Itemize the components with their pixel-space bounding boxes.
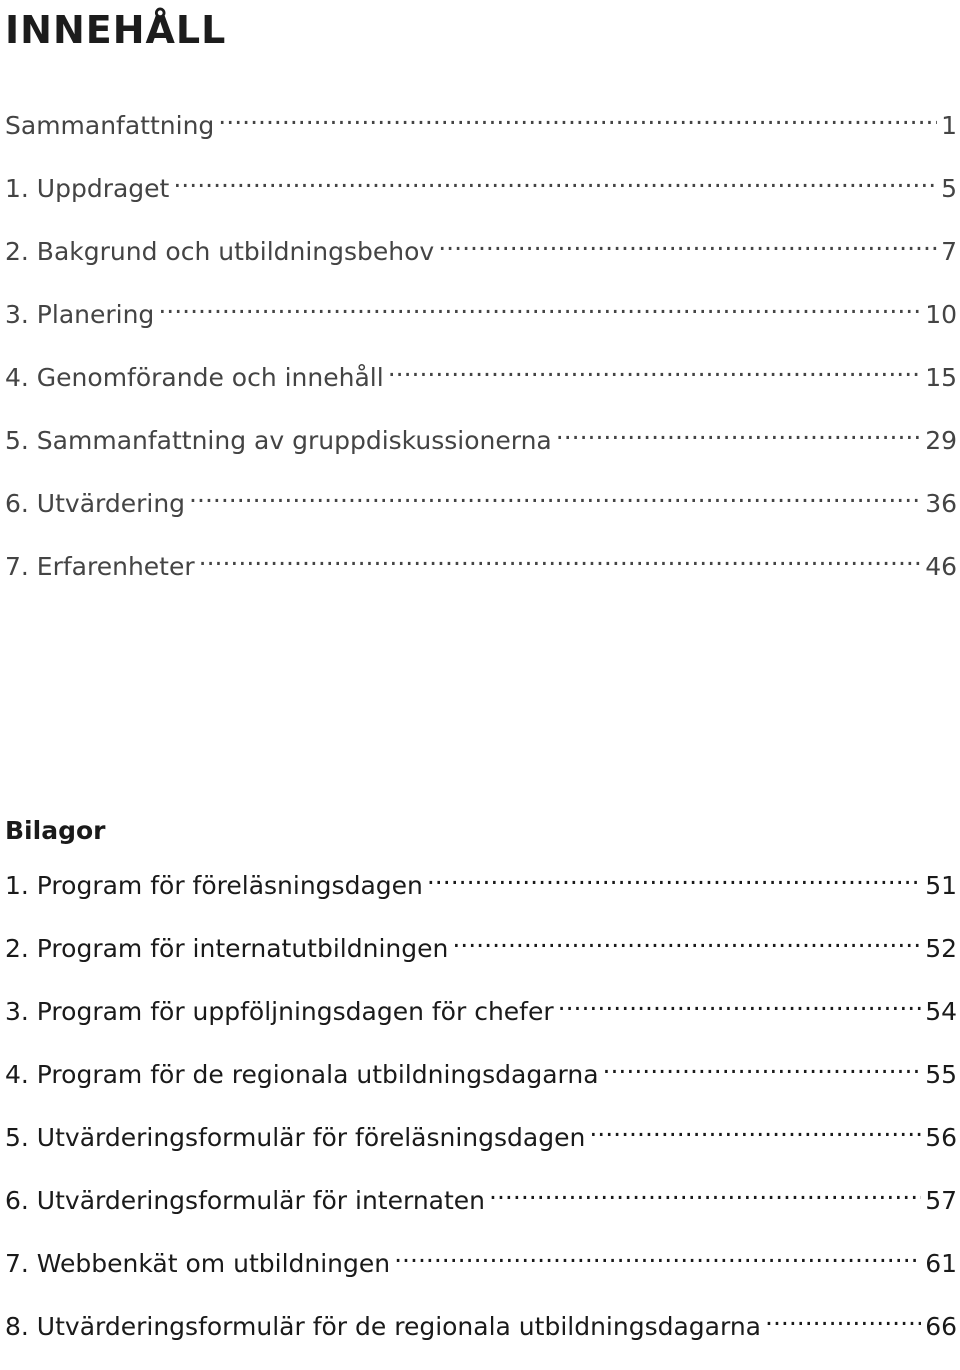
toc-entry-label: 1. Uppdraget <box>5 174 170 203</box>
appendix-entry-label: 5. Utvärderingsformulär för föreläsningsdagen <box>5 1123 586 1152</box>
toc-entry[interactable] <box>5 232 957 295</box>
toc-entry[interactable] <box>5 358 957 421</box>
toc-entry-page: 1 <box>941 111 957 140</box>
toc-entry[interactable] <box>5 169 957 232</box>
appendix-entry[interactable] <box>5 1244 957 1307</box>
appendix-entry[interactable] <box>5 1118 957 1181</box>
appendix-entry-label: 2. Program för internatutbildningen <box>5 934 449 963</box>
appendix-entry-page: 54 <box>925 997 957 1026</box>
dot-leader <box>394 1247 921 1272</box>
toc-entry-label: 2. Bakgrund och utbildningsbehov <box>5 237 435 266</box>
toc-entry-page: 36 <box>925 489 957 518</box>
toc-entry[interactable] <box>5 295 957 358</box>
appendix-entry[interactable] <box>5 866 957 929</box>
toc-entry-page: 7 <box>941 237 957 266</box>
toc-entry-page: 10 <box>925 300 957 329</box>
dot-leader <box>199 550 922 575</box>
dot-leader <box>427 869 921 894</box>
toc-entry[interactable] <box>5 547 957 610</box>
toc-entry-page: 5 <box>941 174 957 203</box>
dot-leader <box>558 995 922 1020</box>
dot-leader <box>173 172 937 197</box>
toc-entry-label: Sammanfattning <box>5 111 215 140</box>
toc-entry-label: 6. Utvärdering <box>5 489 186 518</box>
appendix-entry-label: 4. Program för de regionala utbildningsdagarna <box>5 1060 599 1089</box>
toc-entry[interactable] <box>5 106 957 169</box>
toc-entry-label: 5. Sammanfattning av gruppdiskussionerna <box>5 426 552 455</box>
appendix-entry-label: 7. Webbenkät om utbildningen <box>5 1249 391 1278</box>
appendix-entry[interactable] <box>5 992 957 1055</box>
dot-leader <box>489 1184 921 1209</box>
dot-leader <box>388 361 922 386</box>
appendix-entry-page: 57 <box>925 1186 957 1215</box>
appendix-entry-page: 51 <box>925 871 957 900</box>
appendix-entry-page: 66 <box>925 1312 957 1341</box>
toc-entry-label: 4. Genomförande och innehåll <box>5 363 384 392</box>
appendix-entry-page: 52 <box>925 934 957 963</box>
dot-leader <box>556 424 921 449</box>
appendix-entry-page: 61 <box>925 1249 957 1278</box>
appendix-entry-page: 55 <box>925 1060 957 1089</box>
table-of-contents <box>5 106 957 610</box>
toc-entry-page: 29 <box>925 426 957 455</box>
dot-leader <box>603 1058 922 1083</box>
appendix-entry-page: 56 <box>925 1123 957 1152</box>
toc-entry[interactable] <box>5 421 957 484</box>
dot-leader <box>589 1121 921 1146</box>
appendix-entry[interactable] <box>5 1055 957 1118</box>
appendix-entry-label: 6. Utvärderingsformulär för internaten <box>5 1186 486 1215</box>
toc-entry-page: 46 <box>925 552 957 581</box>
appendix-entry[interactable] <box>5 1307 957 1370</box>
dot-leader <box>158 298 921 323</box>
appendices-list <box>5 866 957 1370</box>
toc-entry-label: 7. Erfarenheter <box>5 552 195 581</box>
dot-leader <box>765 1310 921 1335</box>
toc-entry[interactable] <box>5 484 957 547</box>
dot-leader <box>452 932 921 957</box>
dot-leader <box>189 487 921 512</box>
appendix-entry-label: 1. Program för föreläsningsdagen <box>5 871 423 900</box>
appendix-entry-label: 3. Program för uppföljningsdagen för chefer <box>5 997 554 1026</box>
appendices-heading: Bilagor <box>5 816 106 845</box>
toc-entry-label: 3. Planering <box>5 300 155 329</box>
appendix-entry[interactable] <box>5 1181 957 1244</box>
appendix-entry[interactable] <box>5 929 957 992</box>
page-title: INNEHÅLL <box>5 8 227 52</box>
toc-entry-page: 15 <box>925 363 957 392</box>
dot-leader <box>218 109 937 134</box>
appendix-entry-label: 8. Utvärderingsformulär för de regionala utbildningsdagarna <box>5 1312 761 1341</box>
dot-leader <box>438 235 937 260</box>
